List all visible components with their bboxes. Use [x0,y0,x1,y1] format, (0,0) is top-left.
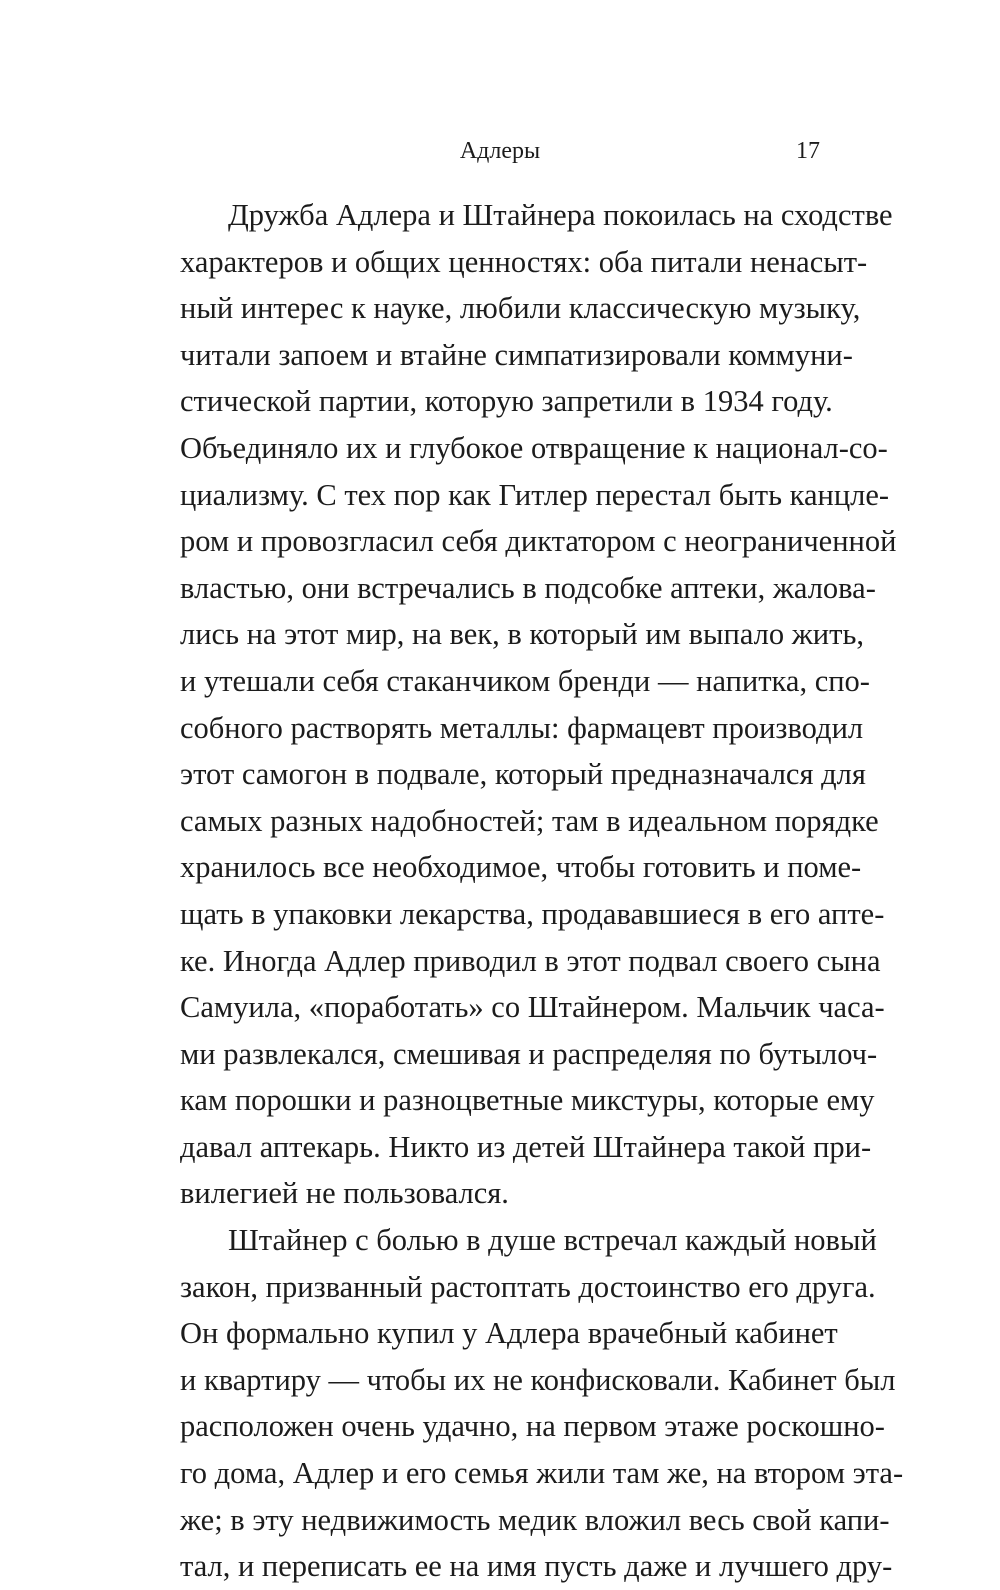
text-line: ке. Иногда Адлер приводил в этот подвал своего сына [180,943,881,978]
text-line: и утешали себя стаканчиком бренди — напитка, спо- [180,663,870,698]
text-line: властью, они встречались в подсобке аптеки, жалова- [180,570,876,605]
running-head [180,136,820,166]
running-title: Адлеры [459,138,541,164]
text-line: го дома, Адлер и его семья жили там же, на втором эта- [180,1456,904,1491]
text-line: Он формально купил у Адлера врачебный кабинет [180,1316,838,1351]
text-line: Самуила, «поработать» со Штайнером. Мальчик часа- [180,990,885,1025]
text-line: и квартиру — чтобы их не конфисковали. Кабинет был [180,1362,896,1397]
text-line: этот самогон в подвале, который предназначался для [180,757,866,792]
text-line: щать в упаковки лекарства, продававшиеся в его апте- [180,896,885,931]
text-line: ром и провозгласил себя диктатором с неограниченной [180,524,897,559]
text-line: читали запоем и втайне симпатизировали коммуни- [180,337,853,372]
text-line: вилегией не пользовался. [180,1176,509,1211]
paragraph [180,192,897,1217]
text-line: закон, призванный растоптать достоинство его друга. [180,1269,876,1304]
text-line: собного растворять металлы: фармацевт производил [180,710,864,745]
body-text [180,192,904,1590]
text-line: стической партии, которую запретили в 1934 году. [180,384,833,419]
text-line: давал аптекарь. Никто из детей Штайнера такой при- [180,1129,872,1164]
paragraph [180,1217,904,1590]
text-line: же; в эту недвижимость медик вложил весь свой капи- [180,1502,890,1537]
text-line: хранилось все необходимое, чтобы готовить и поме- [180,850,862,885]
text-line: Объединяло их и глубокое отвращение к национал-со- [180,430,888,465]
text-line: кам порошки и разноцветные микстуры, которые ему [180,1083,875,1118]
text-line: ми развлекался, смешивая и распределяя по бутылоч- [180,1036,878,1071]
text-line: Штайнер с болью в душе встречал каждый новый [228,1223,877,1258]
page-number: 17 [796,138,820,164]
text-line: тал, и переписать ее на имя пусть даже и лучшего дру- [180,1549,893,1584]
text-line: расположен очень удачно, на первом этаже роскошно- [180,1409,885,1444]
text-line: ный интерес к науке, любили классическую музыку, [180,291,861,326]
text-line: Дружба Адлера и Штайнера покоилась на сходстве [228,198,893,232]
text-line: характеров и общих ценностях: оба питали ненасыт- [180,244,868,279]
text-line: самых разных надобностей; там в идеальном порядке [180,803,879,838]
text-line: лись на этот мир, на век, в который им выпало жить, [180,617,864,652]
text-line: циализму. С тех пор как Гитлер перестал быть канцле- [180,477,890,512]
